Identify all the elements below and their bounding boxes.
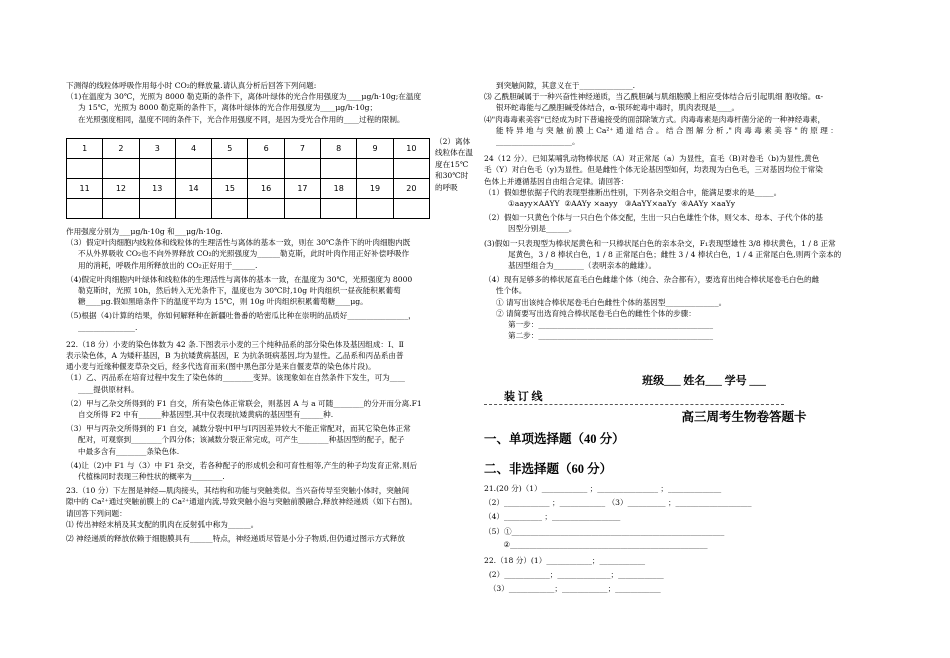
table-cell: 3 xyxy=(139,139,175,159)
q4-line-c: 糖____μg.假如黑暗条件下的温度平均为 15℃，则 10g 叶肉组织积累葡萄糖____μg。 xyxy=(78,297,368,307)
q24-4-line-a: （4）现有足够多的棒状尾直毛白色雌雄个体（纯合、杂合都有），要选育出纯合棒状尾卷毛白色的雌 xyxy=(484,275,820,285)
answer-22-line1: 22.（18 分）(1）____________；____________ xyxy=(484,556,646,566)
q1-line-a: （1)在温度为 30℃，光照为 8000 勒克斯的条件下，离体叶绿体的光合作用强度为____μg/h·10g;在温度 xyxy=(66,92,422,102)
binding-line: 装 订 线 xyxy=(484,388,784,405)
r-line-3a: ⑷"肉毒毒素美容"已经成为时下普遍接受的面部除皱方式。肉毒毒素是肉毒杆菌分泌的一种神经毒素， xyxy=(484,114,826,124)
table-cell: 9 xyxy=(357,139,393,159)
q22-3-line-c: 中最多含有________条染色体. xyxy=(78,446,180,456)
q24-1: （1）假如想依据子代的表现型推断出性别，下列各杂交组合中，能满足要求的是_____。 xyxy=(484,187,782,197)
q2-end: 作用强度分别为___μg/h·10g 和___μg/h·10g. xyxy=(66,227,223,236)
table-cell: 7 xyxy=(284,139,320,159)
q23-line-c: 请回答下列问题： xyxy=(66,508,127,518)
q23-1: ⑴ 传出神经末梢及其支配的肌肉在反射弧中称为______。 xyxy=(66,519,259,529)
intro-text: 下测得的线粒体呼吸作用每小时 CO₂的释放量.请认真分析后回答下列问题: xyxy=(66,81,317,90)
q24-4-line-b: 性个体。 xyxy=(496,286,527,296)
table-row xyxy=(67,199,430,219)
section-multiple-choice: 一、单项选择题（40 分） xyxy=(484,432,625,446)
q24-4-line-d: ② 请简要写出选育纯合棒状尾卷毛白色的雌性个体的步骤： xyxy=(496,308,696,318)
answer-21-line5: ②____________________________________________________ xyxy=(484,539,708,549)
q24-line-c: 色体上并遵循基因自由组合定律。请回答： xyxy=(484,176,629,186)
answer-sheet-title: 高三周考生物卷答题卡 xyxy=(681,410,807,424)
table-cell: 4 xyxy=(175,139,211,159)
r-line-1: 到突触间隙，其意义在于______________. xyxy=(496,81,636,90)
q3-line-b: 不从外界吸收 CO₂也不向外界释放 CO₂的光照强度为______勒克斯，此时叶肉作用正好补偿呼吸作 xyxy=(78,249,410,259)
q22-4-line-b: 代植株同时表现三种性状的概率为________. xyxy=(78,472,225,482)
q22-line-a: 22.（18 分）小麦的染色体数为 42 条.下图表示小麦的三个纯种品系的部分染色体及基因组成：Ⅰ、Ⅱ xyxy=(66,339,404,349)
q1-line-c: 在光照强度相同，温度不同的条件下，光合作用强度不同，是因为受光合作用的____过程的限制。 xyxy=(78,114,405,124)
table-cell: 18 xyxy=(321,179,357,199)
q24-4-step1: 第一步：______________________________________________ xyxy=(508,320,714,330)
answer-22-line3: （3）____________；____________；____________ xyxy=(484,584,661,594)
table-cell: 6 xyxy=(248,139,284,159)
q23-line-b: 隙中的 Ca²⁺通过突触前膜上的 Ca²⁺通道内流,导致突触小泡与突触前膜融合,释放神经递质（如下右图)。 xyxy=(66,497,418,507)
q22-1-line-a: （1）乙、丙品系在培育过程中发生了染色体的________变异。该现象如在自然条件下发生，可为____ xyxy=(66,373,405,383)
data-table xyxy=(66,138,430,219)
q1-line-b: 为 15℃，光照为 8000 勒克斯的条件下，离体叶绿体的光合作用强度为____μg/h·10g； xyxy=(78,103,378,113)
table-cell: 16 xyxy=(248,179,284,199)
q24-3-line-a: (3)假如一只表现型为棒状尾黄色和一只棒状尾白色的亲本杂交，F₁表现型雄性 3/8 棒状黄色，1 / 8 正常 xyxy=(484,238,836,248)
answer-21-line1: 21.(20 分)（1）____________ ；________________ ；______________ xyxy=(484,484,722,493)
table-cell: 17 xyxy=(284,179,320,199)
r-line-3b: 能 特 异 地 与 突 触 前 膜 上 Ca²⁺ 通 道 结 合 。 结 合 图 解 分 析 ," 肉 毒 毒 素 美 容 " 的 原 理 ： xyxy=(496,125,838,135)
answer-sheet-header: 班级___ 姓名___ 学号 ___ xyxy=(642,375,766,387)
q24-4-line-c: ① 请写出该纯合棒状尾卷毛白色雌性个体的基因型______________。 xyxy=(496,297,727,307)
q24-2-line-b: 因型分别是______。 xyxy=(508,224,577,234)
table-row xyxy=(67,179,430,199)
table-row xyxy=(67,139,430,159)
answer-21-line3: （4）__________ ；__________________ xyxy=(484,512,621,522)
table-cell: 12 xyxy=(103,179,139,199)
q22-3-line-a: （3）甲与丙杂交所得到的 F1 自交，减数分裂中Ⅰ甲与Ⅰ丙因差异较大不能正常配对，而其它染色体正常 xyxy=(66,424,411,434)
table-row xyxy=(67,159,430,179)
q24-line-b: 毛（Y）对白色毛（y)为显性。但是雌性个体无论基因型如何，均表现为白色毛，三对基因均位于常染 xyxy=(484,165,823,175)
table-cell: 1 xyxy=(67,139,103,159)
q22-4-line-a: （4)让（2)中 F1 与（3）中 F1 杂交，若各种配子的形成机会和可育性相等,产生的种子均发育正常,则后 xyxy=(66,460,418,470)
table-cell: 20 xyxy=(393,179,429,199)
q22-1-line-b: ____提供原材料。 xyxy=(78,384,139,394)
section-non-choice: 二、非选择题（60 分） xyxy=(484,462,613,476)
q22-line-b: 表示染色体，A 为矮秆基因，B 为抗矮黄病基因，E 为抗条斑病基因,均为显性。乙品系和丙品系由普 xyxy=(66,351,404,361)
table-cell: 8 xyxy=(321,139,357,159)
q24-2-line-a: （2）假如一只黄色个体与一只白色个体交配，生出一只白色雄性个体，则父本、母本、子代个体的基 xyxy=(484,213,823,223)
q3-line-c: 用的消耗，呼吸作用所释放出的 CO₂正好用于______. xyxy=(78,260,258,270)
table-cell: 5 xyxy=(212,139,248,159)
table-cell: 13 xyxy=(139,179,175,199)
q5-line-b: _______________. xyxy=(78,322,138,332)
q3-line-a: （3）假定叶肉细胞内线粒体和线粒体的生理活性与离体的基本一致，则在 30℃条件下的叶肉细胞内既 xyxy=(66,238,411,248)
q22-2-line-a: （2）甲与乙杂交所得到的 F1 自交，所有染色体正常联会，则基因 A 与 a 可随________的分开而分离.F1 xyxy=(66,398,422,408)
table-cell: 2 xyxy=(103,139,139,159)
q22-2-line-b: 自交所得 F2 中有______种基因型,其中仅表现抗矮黄病的基因型有______种. xyxy=(78,410,334,420)
q23-2: ⑵ 神经递质的释放依赖于细胞膜具有______特点，神经递质尽管是小分子物质,但仍通过图示方式释放 xyxy=(66,534,405,544)
table-cell: 14 xyxy=(175,179,211,199)
q24-3-line-b: 尾黄色，3 / 8 棒状白色，1 / 8 正常尾白色；雌性 3 / 4 棒状白色，1 / 4 正常尾白色,则两个亲本的 xyxy=(508,249,842,259)
answer-21-line4: （5）①________________________________________________________ xyxy=(484,526,725,536)
q22-3-line-b: 配对，可观察到________个四分体；该减数分裂正常完成，可产生________种基因型的配子，配子 xyxy=(78,435,405,445)
q24-line-a: 24（12 分）．已知某哺乳动物棒状尾（A）对正常尾（a）为显性，直毛（B)对卷毛（b)为显性,黄色 xyxy=(484,154,820,164)
table-cell: 19 xyxy=(357,179,393,199)
q22-line-c: 通小麦与近缘种偃麦草杂交后，经多代选育而来(图中黑色部分是来自偃麦草的染色体片段)。 xyxy=(66,362,376,372)
q24-4-step2: 第二步：______________________________________________ xyxy=(508,331,714,341)
r-line-3c: ____________________。 xyxy=(496,137,580,147)
table-cell: 10 xyxy=(393,139,429,159)
q4-line-a: （4)假定叶肉细胞内叶绿体和线粒体的生理活性与离体的基本一致，在温度为 30℃，光照强度为 8000 xyxy=(66,274,413,284)
table-side-text: （2）离体线粒体在温度在15℃和30℃时的呼吸 xyxy=(435,137,473,192)
r-line-2b: 银环蛇毒能与乙酰胆碱受体结合，α-银环蛇毒中毒时，肌肉表现是____。 xyxy=(496,103,740,113)
q24-1-options: ①aayy×AAYY ②AAYy ×aayy ③AaYY×aaYy ④AAYy ×aaYy xyxy=(508,199,736,209)
q24-3-line-c: 基因型组合为________（表明亲本的雌雄）。 xyxy=(508,261,657,271)
q4-line-b: 勒克斯时，光照 10h，然后转入无光条件下，温度也为 30℃时,10g 叶肉组织一昼夜能积累葡萄 xyxy=(78,286,401,296)
q5-line-a: （5)根据（4)计算的结果，你如何解释种在新疆吐鲁番的哈密瓜比种在崇明的品质好________________， xyxy=(66,311,416,321)
answer-22-line2: (2）____________；______________；____________ xyxy=(484,570,664,580)
answer-21-line2: （2）____________ ；____________ （3）__________ ；____________________ xyxy=(484,498,752,508)
table-cell: 11 xyxy=(67,179,103,199)
q23-line-a: 23.（10 分）下左图是神经—肌肉接头，其结构和功能与突触类似。当兴奋传导至突触小体时，突触间 xyxy=(66,486,410,496)
table-cell: 15 xyxy=(212,179,248,199)
r-line-2a: ⑶ 乙酰胆碱属于一种兴奋性神经递质，当乙酰胆碱与肌细胞膜上相应受体结合后引起肌细 胞收缩。α- xyxy=(484,92,824,102)
